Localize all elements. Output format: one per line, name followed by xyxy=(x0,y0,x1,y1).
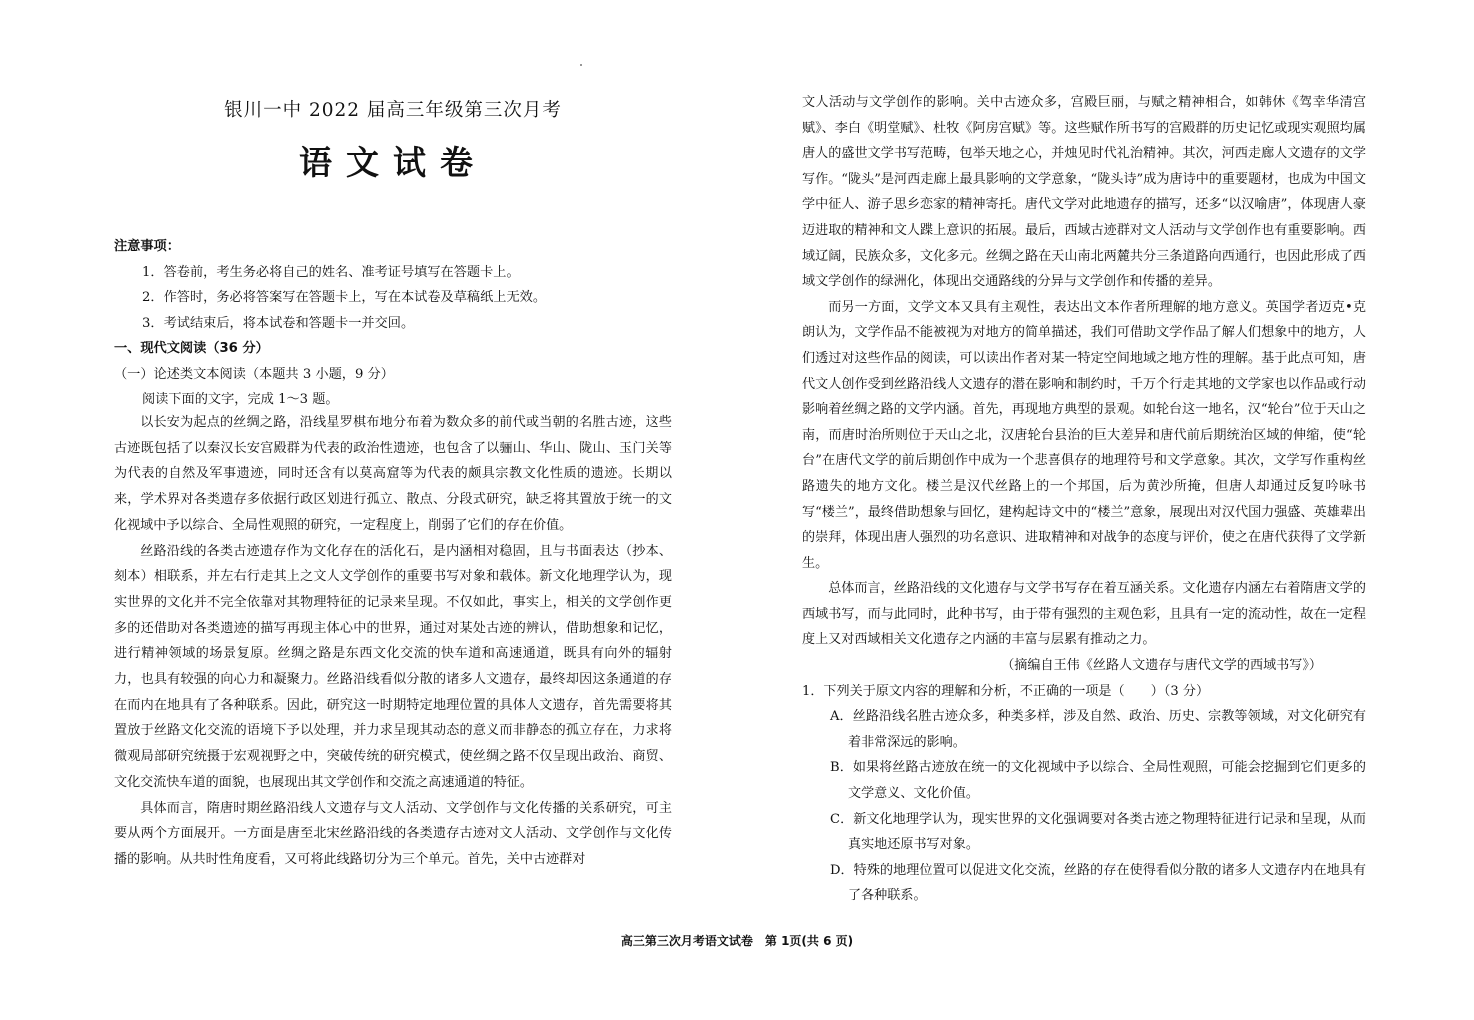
question-option-d xyxy=(802,858,1366,909)
question-option-b xyxy=(802,755,1366,806)
scan-dot xyxy=(580,64,582,66)
question-option-a xyxy=(802,704,1366,755)
notice-item: 3．考试结束后，将本试卷和答题卡一并交回。 xyxy=(142,315,415,331)
exam-title: 银川一中 2022 届高三年级第三次月考 xyxy=(224,100,562,121)
passage-paragraph: 以长安为起点的丝绸之路，沿线星罗棋布地分布着为数众多的前代或当朝的名胜古迹，这些古迹既包括了以秦汉长安宫殿群为代表的政治性遗迹，也包含了以骊山、华山、陇山、玉门关等为代表的自然及军事遗迹，同时还含有以莫高窟等为代表的颇具宗教文化性质的遗迹。长期以来，学术界对各类遗存多依据行政区划进行孤立、散点、分段式研究，缺乏将其置放于统一的文化视域中予以综合、全局性观照的研究，一定程度上，削弱了它们的存在价值。 xyxy=(114,415,672,533)
option-text: A．丝路沿线名胜古迹众多，种类多样，涉及自然、政治、历史、宗教等领域，对文化研究有着非常深远的影响。 xyxy=(830,709,1366,750)
option-text: D．特殊的地理位置可以促进文化交流，丝路的存在使得看似分散的诸多人文遗存内在地具有了各种联系。 xyxy=(830,862,1366,904)
passage-paragraph: 总体而言，丝路沿线的文化遗存与文学书写存在着互涵关系。文化遗存内涵左右着隋唐文学的西域书写，而与此同时，此种书写，由于带有强烈的主观色彩，且具有一定的流动性，故在一定程度上又对西域相关文化遗存之内涵的丰富与层累有推动之力。 xyxy=(802,581,1366,648)
question-option-c xyxy=(802,807,1366,858)
reading-instruction: 阅读下面的文字，完成 1～3 题。 xyxy=(142,392,339,407)
question-stem: 1．下列关于原文内容的理解和分析，不正确的一项是（ ）（3 分） xyxy=(802,683,1210,699)
page-footer: 高三第三次月考语文试卷 第 1页(共 6 页) xyxy=(620,934,854,948)
passage-paragraph: 具体而言，隋唐时期丝路沿线人文遗存与文人活动、文学创作与文化传播的关系研究，可主要从两个方面展开。一方面是唐至北宋丝路沿线的各类遗存古迹对文人活动、文学创作与文化传播的影响。从共时性角度看，又可将此线路切分为三个单元。首先，关中古迹群对 xyxy=(114,800,672,867)
option-text: C．新文化地理学认为，现实世界的文化强调要对各类古迹之物理特征进行记录和呈现，从而真实地还原书写对象。 xyxy=(830,811,1366,853)
passage-left-column xyxy=(114,410,672,873)
passage-source: （摘编自王伟《丝路人文遗存与唐代文学的西域书写》） xyxy=(1001,658,1322,674)
notice-title: 注意事项： xyxy=(114,239,180,254)
passage-paragraph: 而另一方面，文学文本又具有主观性，表达出文本作者所理解的地方意义。英国学者迈克•克朗认为，文学作品不能被视为对地方的简单描述，我们可借助文学作品了解人们想象中的地方，人们透过对这些作品的阅读，可以读出作者对某一特定空间地域之地方性的理解。基于此点可知，唐代文人创作受到丝路沿线人文遗存的潜在影响和制约时，千万个行走其地的文学家也以作品或行动影响着丝绸之路的文学内涵。首先，再现地方典型的景观。如轮台这一地名，汉“轮台”位于天山之南，而唐时治所则位于天山之北，汉唐轮台县治的巨大差异和唐代前后期统治区域的伸缩，使“轮台”在唐代文学的前后期创作中成为一个悲喜俱存的地理符号和文学意象。其次，文学写作重构丝路遗失的地方文化。楼兰是汉代丝路上的一个邦国，后为黄沙所掩，但唐人却通过反复吟咏书写“楼兰”，最终借助想象与回忆，建构起诗文中的“楼兰”意象，展现出对汉代国力强盛、英雄辈出的崇拜，体现出唐人强烈的功名意识、进取精神和对战争的态度与评价，使之在唐代获得了文学新生。 xyxy=(802,299,1366,571)
sub-section-heading: （一）论述类文本阅读（本题共 3 小题，9 分） xyxy=(114,366,394,382)
notice-item: 1．答卷前，考生务必将自己的姓名、准考证号填写在答题卡上。 xyxy=(142,264,520,280)
section-heading: 一、现代文阅读（36 分） xyxy=(114,341,269,356)
option-text: B．如果将丝路古迹放在统一的文化视域中予以综合、全局性观照，可能会挖掘到它们更多的文学意义、文化价值。 xyxy=(830,760,1366,802)
notice-block xyxy=(114,234,672,413)
passage-paragraph: 丝路沿线的各类古迹遗存作为文化存在的活化石，是内涵相对稳固，且与书面表达（抄本、刻本）相联系，并左右行走其上之文人文学创作的重要书写对象和载体。新文化地理学认为，现实世界的文化并不完全依靠对其物理特征的记录来呈现。不仅如此，事实上，相关的文学创作更多的还借助对各类遗迹的描写再现主体心中的世界，通过对某处古迹的辨认，借助想象和记忆，进行精神领域的场景复原。丝绸之路是东西文化交流的快车道和高速通道，既具有向外的辐射力，也具有较强的向心力和凝聚力。丝路沿线看似分散的诸多人文遗存，最终却因这条通道的存在而内在地具有了各种联系。因此，研究这一时期特定地理位置的具体人文遗存，首先需要将其置放于丝路文化交流的语境下予以处理，并力求呈现其动态的意义而非静态的孤立存在，力求将微观局部研究统摄于宏观视野之中，突破传统的研究模式，使丝绸之路不仅呈现出政治、商贸、文化交流快车道的面貌，也展现出其文学创作和交流之高速通道的特征。 xyxy=(114,543,672,790)
subject-title: 语文试卷 xyxy=(299,143,487,182)
passage-right-column xyxy=(802,90,1366,909)
notice-item: 2．作答时，务必将答案写在答题卡上，写在本试卷及草稿纸上无效。 xyxy=(142,290,547,305)
passage-paragraph: 文人活动与文学创作的影响。关中古迹众多，宫殿巨丽，与赋之精神相合，如韩休《驾幸华清宫赋》、李白《明堂赋》、杜牧《阿房宫赋》等。这些赋作所书写的宫殿群的历史记忆或现实观照均属唐人的盛世文学书写范畴，包举天地之心，并烛见时代礼治精神。其次，河西走廊人文遗存的文学写作。“陇头”是河西走廊上最具影响的文学意象，“陇头诗”成为唐诗中的重要题材，也成为中国文学中征人、游子思乡恋家的精神寄托。唐代文学对此地遗存的描写，还多“以汉喻唐”，体现唐人豪迈进取的精神和文人蹀上意识的拓展。最后，西域古迹群对文人活动与文学创作也有重要影响。西域辽阔，民族众多，文化多元。丝绸之路在天山南北两麓共分三条道路向西通行，也因此形成了西域文学创作的绿洲化，体现出交通路线的分异与文学创作和传播的差异。 xyxy=(802,95,1366,290)
